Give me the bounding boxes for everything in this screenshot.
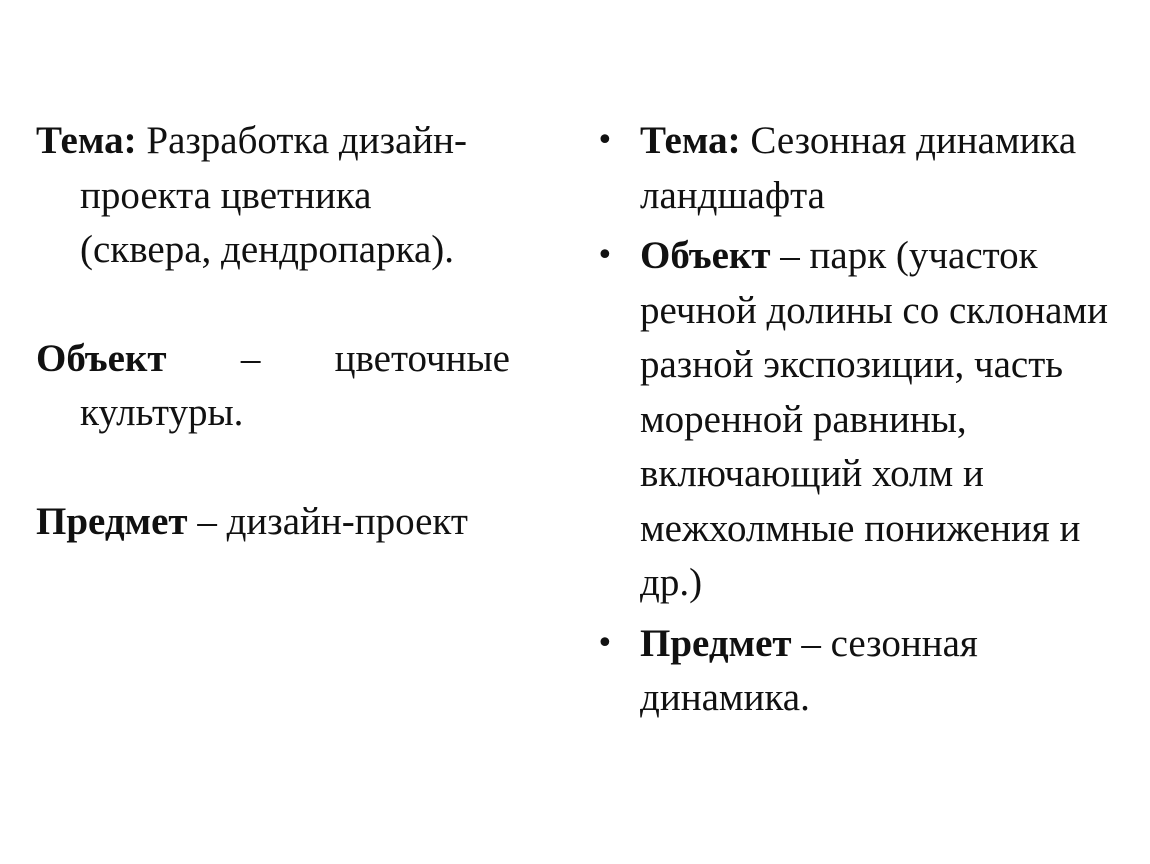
- right-subject-label: Предмет: [640, 621, 792, 665]
- left-theme-paragraph: [36, 114, 510, 278]
- spacer: [36, 278, 510, 332]
- left-subject-text: – дизайн-проект: [187, 499, 468, 543]
- right-object-label: Объект: [640, 234, 771, 277]
- right-theme-item: [596, 114, 1126, 223]
- left-theme-text: Разработка дизайн-проекта цветника (сквера, дендропарка).: [80, 119, 468, 271]
- left-theme-label: Тема:: [36, 119, 137, 162]
- right-object-text: – парк (участок речной долины со склонами разной экспозиции, часть моренной равнины, включающий холм и межхолмные понижения и др.): [640, 234, 1108, 604]
- right-subject-text: – сезонная динамика.: [640, 621, 978, 719]
- right-theme-text: Сезонная динамика ландшафта: [640, 119, 1077, 217]
- bullet-icon: •: [596, 238, 614, 273]
- left-subject-label: Предмет: [36, 499, 188, 543]
- left-object-paragraph: [36, 332, 510, 441]
- right-column: [596, 114, 1126, 726]
- right-object-item: [596, 229, 1126, 611]
- bullet-icon: •: [596, 625, 614, 661]
- left-column: [36, 114, 510, 549]
- left-subject-paragraph: [36, 495, 510, 550]
- right-subject-item: [596, 617, 1126, 726]
- bullet-icon: •: [596, 123, 614, 158]
- spacer: [36, 441, 510, 495]
- left-object-text: – цветочные культуры.: [80, 336, 510, 434]
- left-object-label: Объект: [36, 336, 167, 380]
- right-theme-label: Тема:: [640, 119, 741, 162]
